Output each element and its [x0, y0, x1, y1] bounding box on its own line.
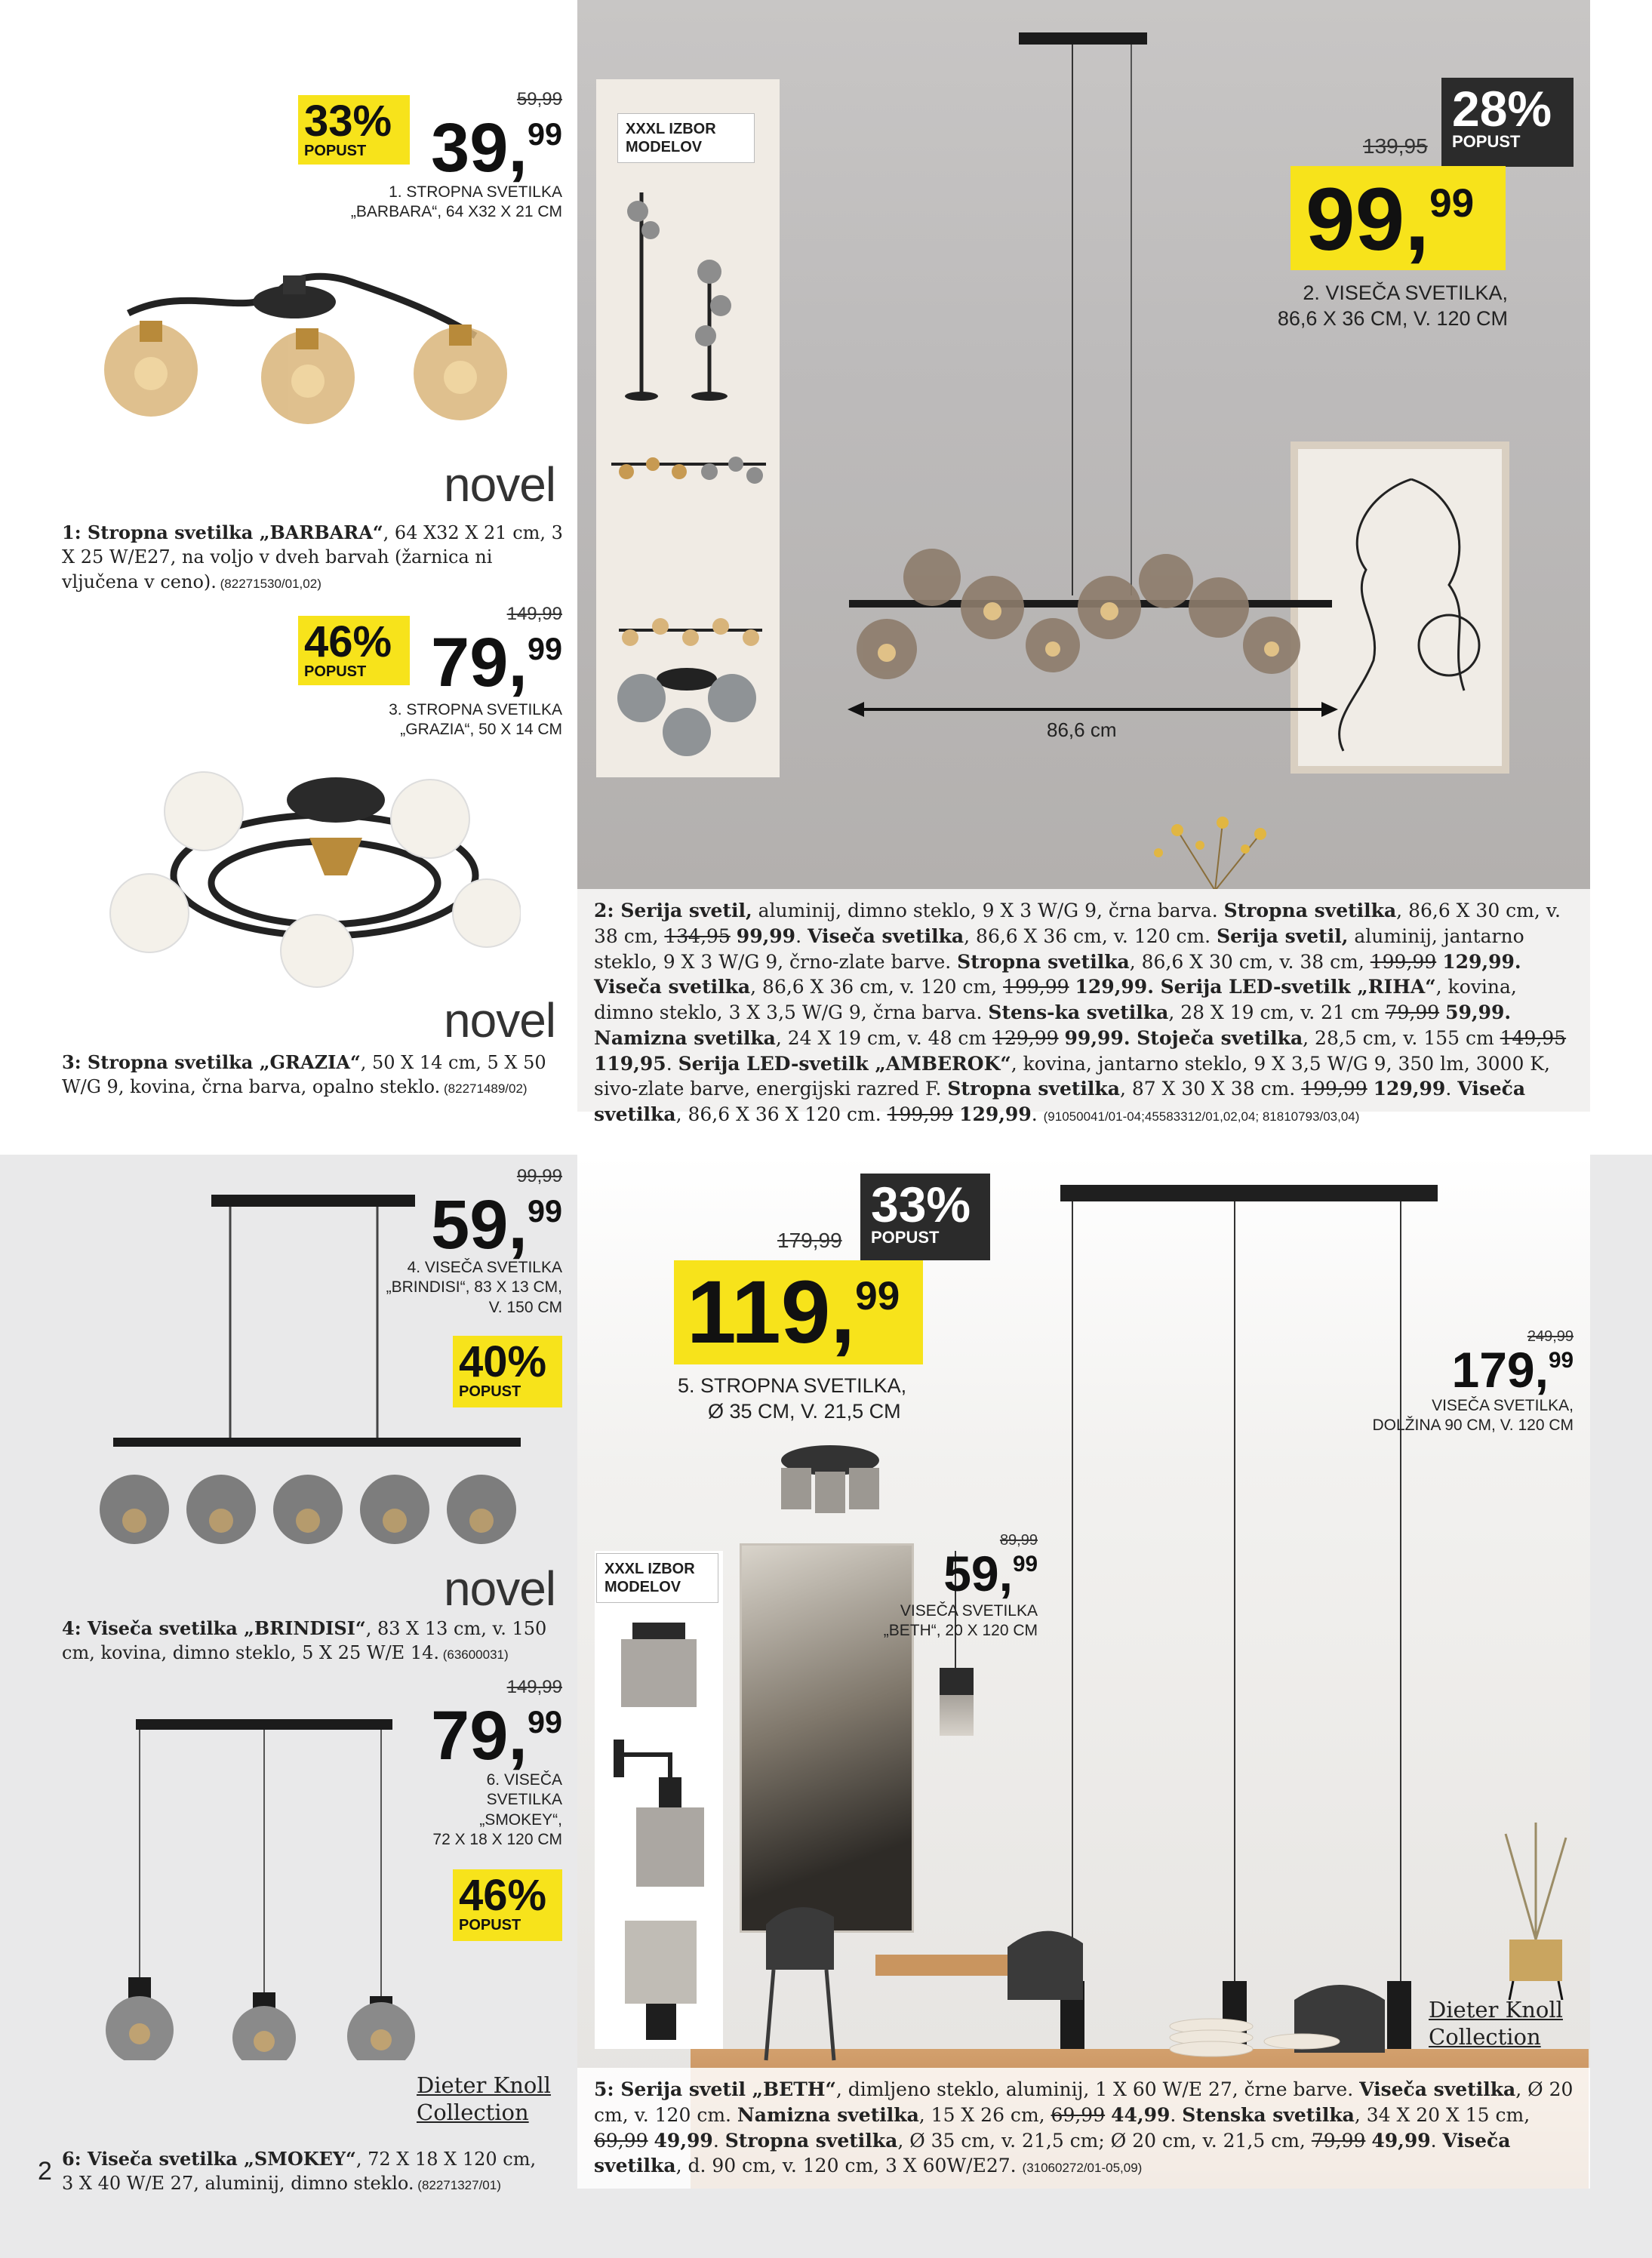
- p5-beth-label-line2: „BETH“, 20 X 120 CM: [883, 1622, 1038, 1640]
- p1-label-line1: 1. STROPNA SVETILKA: [389, 183, 562, 201]
- p6-badge-percent: 46%: [459, 1871, 547, 1920]
- p5-new-price: 119,99: [687, 1263, 900, 1362]
- p5-variant-lamps: [595, 1551, 723, 2049]
- p2-callout-line1: XXXL IZBOR: [626, 121, 716, 137]
- p5-long-price-int: 179: [1451, 1342, 1535, 1398]
- p1-product-label: [298, 183, 562, 223]
- p3-label-line2: „GRAZIA“, 50 X 14 CM: [400, 721, 562, 739]
- p5-variants-strip: [595, 1551, 723, 2049]
- p5-brand-line2: Collection: [1429, 2024, 1541, 2050]
- p6-desc-code: (82271327/01): [414, 2178, 501, 2193]
- p5-chairs: [751, 1879, 1506, 2068]
- p5-label-line2: Ø 35 CM, V. 21,5 CM: [708, 1399, 901, 1423]
- p2-label-line2: 86,6 X 36 CM, V. 120 CM: [1277, 306, 1508, 330]
- p1-price-dec: 99: [527, 117, 562, 152]
- p2-new-price: 99,99: [1306, 170, 1475, 269]
- p5-description: [577, 2068, 1590, 2189]
- p6-label-line1: 6. VISEČA: [486, 1771, 562, 1789]
- p4-desc-text: , 83 X 13 cm, v. 150 cm, kovina, dimno steklo, 5 X 25 W/E 14.: [62, 1618, 547, 1664]
- p3-grazia-lamp-image: [106, 762, 521, 989]
- p2-old-price: 139,95: [1363, 134, 1428, 158]
- p1-price-int: 39: [431, 109, 509, 186]
- p2-dimension-arrow: [848, 698, 1338, 721]
- p2-badge-percent: 28%: [1452, 81, 1552, 137]
- p2-variants-strip: [596, 79, 780, 777]
- p5-price-dec: 99: [855, 1273, 900, 1318]
- p2-price-dec: 99: [1429, 180, 1475, 226]
- p3-old-price: 149,99: [506, 604, 562, 624]
- p5-long-old-price: 249,99: [1527, 1328, 1574, 1345]
- p5-badge-label: POPUST: [871, 1228, 940, 1247]
- p2-dimension-label: 86,6 cm: [1047, 718, 1117, 741]
- p1-barbara-lamp-image: [98, 268, 521, 438]
- p4-discount-badge: [453, 1336, 562, 1407]
- p1-badge-percent: 33%: [304, 97, 392, 146]
- p3-product-label: [298, 700, 562, 740]
- p3-brand-logo: novel: [444, 993, 555, 1047]
- p5-long-label-line1: VISEČA SVETILKA,: [1432, 1397, 1574, 1414]
- p3-badge-label: POPUST: [304, 663, 367, 680]
- p5-plant: [1490, 1819, 1581, 2000]
- p5-brand-line1: Dieter Knoll: [1429, 1997, 1563, 2023]
- p1-old-price: 59,99: [516, 89, 562, 109]
- p3-badge-percent: 46%: [304, 617, 392, 666]
- p1-label-line2: „BARBARA“, 64 X32 X 21 CM: [350, 203, 562, 221]
- p6-label-line4: 72 X 18 X 120 CM: [432, 1830, 562, 1848]
- p5-brand-logo: [1429, 1996, 1563, 2051]
- p2-wire-right: [1131, 45, 1132, 595]
- p2-callout-line2: MODELOV: [626, 139, 703, 155]
- p1-desc-text: , 64 X32 X 21 cm, 3 X 25 W/E27, na voljo v dveh barvah (žarnica ni vljučena v ceno).: [62, 522, 563, 592]
- p5-long-new-price: 179,99: [1451, 1342, 1574, 1398]
- p2-label-line1: 2. VISEČA SVETILKA,: [1303, 281, 1508, 304]
- p6-desc-text: , 72 X 18 X 120 cm, 3 X 40 W/E 27, aluminij, dimno steklo.: [62, 2149, 537, 2195]
- p2-discount-badge: [1441, 78, 1574, 167]
- p5-long-price-dec: 99: [1548, 1347, 1574, 1373]
- p1-new-price: 39,99: [431, 109, 562, 186]
- p1-price-block: [298, 89, 562, 240]
- p6-new-price: 79,99: [431, 1697, 562, 1774]
- p4-desc-title: 4: Viseča svetilka „BRINDISI“: [62, 1617, 366, 1639]
- p4-badge-label: POPUST: [459, 1383, 521, 1400]
- p3-label-line1: 3. STROPNA SVETILKA: [389, 701, 562, 718]
- p4-old-price: 99,99: [516, 1166, 562, 1186]
- p1-desc-code: (82271530/01,02): [216, 576, 321, 591]
- p5-callout-line1: XXXL IZBOR: [605, 1561, 695, 1577]
- p5-xxxl-callout: [596, 1553, 718, 1603]
- p4-product-label: [336, 1258, 562, 1318]
- p5-long-price-block: [1336, 1328, 1574, 1441]
- p5-product-label: [678, 1374, 927, 1425]
- p5-price-int: 119: [687, 1263, 831, 1362]
- p3-desc-title: 3: Stropna svetilka „GRAZIA“: [62, 1051, 361, 1073]
- p2-desc-text: 2: Serija svetil, aluminij, dimno steklo, 9 X 3 W/G 9, črna barva. Stropna svetilka, 86,6 X 30 cm, v. 38 cm, 134,95 99,99. Viseča svetilka, 86,6 X 36 cm, v. 120 cm. Serija svetil, aluminij, jantarno steklo, 9 X 3 W/G 9, črno-zlate barve. Stropna svetilka, 86,6 X 30 cm, v. 38 cm, 199,99 129,99. Viseča svetilka, 86,6 X 36 cm, v. 120 cm, 199,99 129,99. Serija LED-svetilk „RIHA“, kovina, dimno steklo, 3 X 3,5 W/G 9, črna barva. Stens-ka svetilka, 28 X 19 cm, v. 21 cm 79,99 59,99. Namizna svetilka, 24 X 19 cm, v. 48 cm 129,99 99,99. Stoječa svetilka, 28,5 cm, v. 155 cm 149,95 119,95. Serija LED-svetilk „AMBEROK“, kovina, jantarno steklo, 9 X 3,5 W/G 9, 350 lm, 3000 K, sivo-zlate barve, energijski razred F. Stropna svetilka, 87 X 30 X 38 cm. 199,99 129,99. Viseča svetilka, 86,6 X 36 X 120 cm. 199,99 129,99. (91050041/01-04;45583312/01,02,04; 81810793/03,04): [594, 900, 1567, 1125]
- p5-ceiling-canopy: [1060, 1185, 1438, 1201]
- page-number: 2: [38, 2157, 52, 2186]
- p4-desc-code: (63600031): [438, 1647, 509, 1663]
- p6-brand-line2: Collection: [417, 2100, 529, 2126]
- p5-long-label: [1336, 1396, 1574, 1436]
- p4-label-line2: „BRINDISI“, 83 X 13 CM,: [386, 1278, 562, 1297]
- p5-badge-percent: 33%: [871, 1177, 971, 1232]
- p2-badge-label: POPUST: [1452, 132, 1521, 151]
- p3-new-price: 79,99: [431, 624, 562, 701]
- p3-desc-code: (82271489/02): [440, 1081, 528, 1097]
- p5-dishes: [1158, 1996, 1355, 2072]
- p6-label-line3: „SMOKEY“,: [479, 1810, 562, 1829]
- p2-ceiling-canopy: [1019, 32, 1147, 45]
- p3-discount-badge: [298, 616, 410, 685]
- p2-smoke-globes: [849, 536, 1332, 694]
- p4-new-price: 59,99: [431, 1186, 562, 1263]
- p2-variant-lamps: [596, 79, 780, 777]
- p5-beth-label: [845, 1601, 1038, 1641]
- p2-description: [577, 889, 1590, 1125]
- p3-price-int: 79: [431, 624, 509, 701]
- p1-desc-title: 1: Stropna svetilka „BARBARA“: [62, 521, 383, 543]
- p5-beth-small-shade: [940, 1668, 974, 1736]
- p6-price-dec: 99: [527, 1705, 562, 1740]
- p4-label-line1: 4. VISEČA SVETILKA: [407, 1259, 562, 1276]
- p5-label-line1: 5. STROPNA SVETILKA,: [678, 1374, 907, 1397]
- p1-description: [62, 521, 566, 594]
- p1-brand-logo: novel: [444, 457, 555, 512]
- p2-product-label: [1223, 281, 1508, 332]
- p4-label-line3: V. 150 CM: [488, 1298, 562, 1316]
- p3-description: [62, 1051, 566, 1100]
- p3-desc-text: , 50 X 14 cm, 5 X 50 W/G 9, kovina, črna barva, opalno steklo.: [62, 1052, 546, 1098]
- p1-discount-badge: [298, 95, 410, 165]
- p6-old-price: 149,99: [506, 1677, 562, 1697]
- p5-beth-price-dec: 99: [1012, 1551, 1038, 1577]
- p6-price-block: [332, 1677, 562, 1949]
- p5-beth-old-price: 89,99: [999, 1532, 1038, 1549]
- p4-badge-percent: 40%: [459, 1337, 547, 1386]
- p6-brand-logo: [417, 2072, 551, 2127]
- p6-discount-badge: [453, 1869, 562, 1941]
- p2-dried-flowers: [1132, 815, 1298, 889]
- p6-description: [62, 2147, 545, 2196]
- p3-price-dec: 99: [527, 632, 562, 667]
- p6-desc-title: 6: Viseča svetilka „SMOKEY“: [62, 2148, 356, 2170]
- p5-callout-line2: MODELOV: [605, 1579, 681, 1595]
- p4-price-block: [332, 1166, 562, 1415]
- p6-price-int: 79: [431, 1697, 509, 1774]
- p2-xxxl-callout: [617, 113, 755, 163]
- p4-brand-logo: novel: [444, 1561, 555, 1616]
- p6-product-label: [336, 1770, 562, 1850]
- p4-price-int: 59: [431, 1186, 509, 1263]
- p5-long-label-line2: DOLŽINA 90 CM, V. 120 CM: [1372, 1417, 1574, 1435]
- p5-ceiling-fixture: [766, 1438, 894, 1521]
- p6-brand-line1: Dieter Knoll: [417, 2072, 551, 2098]
- p4-price-dec: 99: [527, 1194, 562, 1229]
- p4-description: [62, 1617, 566, 1666]
- p5-desc-text: 5: Serija svetil „BETH“, dimljeno steklo, aluminij, 1 X 60 W/E 27, črne barve. Viseča svetilka, Ø 20 cm, v. 120 cm. Namizna svetilka, 15 X 26 cm, 69,99 44,99. Stenska svetilka, 34 X 20 X 15 cm, 69,99 49,99. Stropna svetilka, Ø 35 cm, v. 21,5 cm; Ø 20 cm, v. 21,5 cm, 79,99 49,99. Viseča svetilka, d. 90 cm, v. 120 cm, 3 X 60W/E27. (31060272/01-05,09): [594, 2078, 1574, 2177]
- p5-beth-price-block: [845, 1532, 1038, 1645]
- p2-price-int: 99: [1306, 170, 1405, 269]
- p6-label-line2: SVETILKA: [486, 1791, 562, 1809]
- p5-beth-price-int: 59: [943, 1546, 999, 1601]
- p2-wire-left: [1072, 45, 1073, 595]
- p5-beth-label-line1: VISEČA SVETILKA: [900, 1602, 1038, 1620]
- p1-badge-label: POPUST: [304, 143, 367, 159]
- p5-old-price: 179,99: [777, 1229, 842, 1252]
- p3-price-block: [298, 604, 562, 743]
- p5-beth-new-price: 59,99: [943, 1546, 1038, 1601]
- p6-badge-label: POPUST: [459, 1917, 521, 1933]
- p5-discount-badge: [860, 1174, 990, 1260]
